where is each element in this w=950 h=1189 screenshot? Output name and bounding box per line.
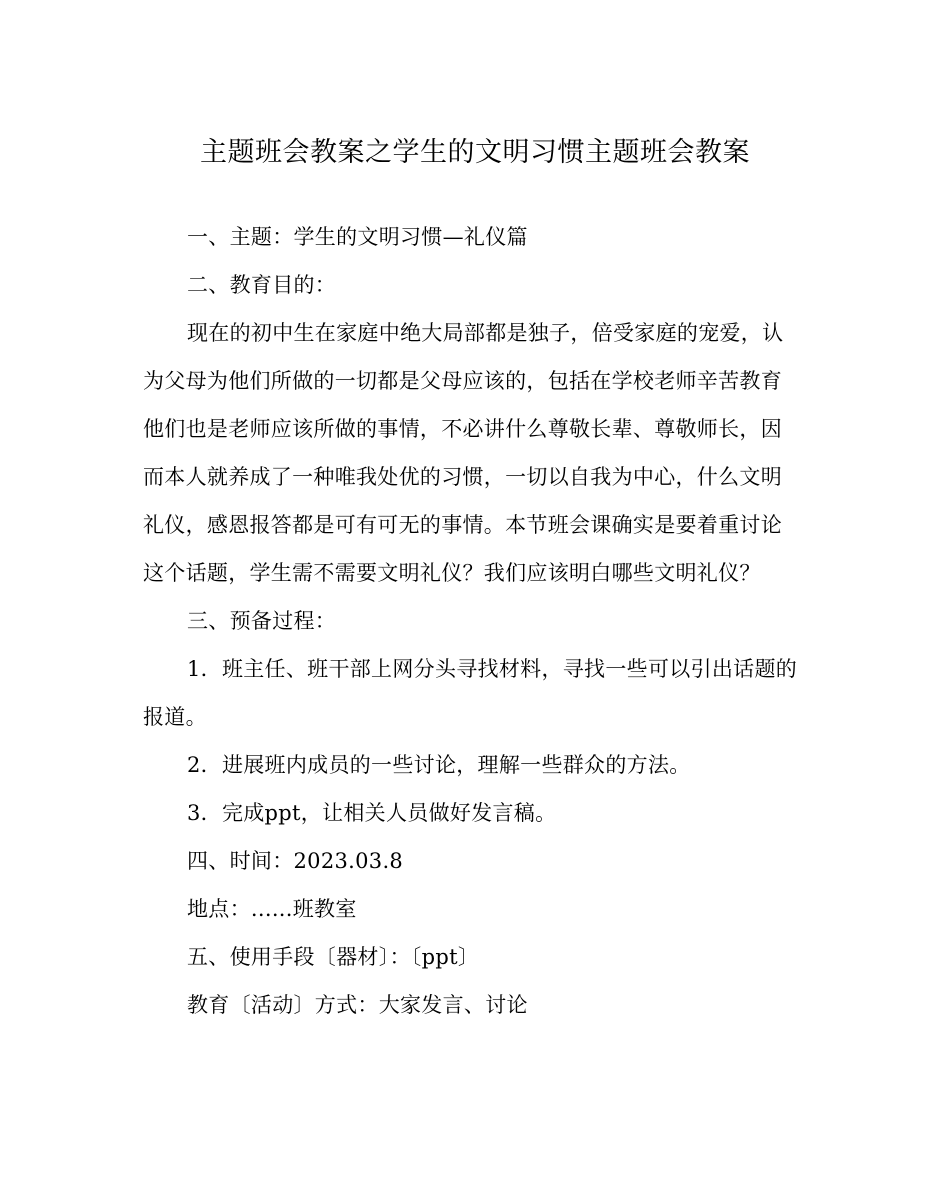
list-item-1: 1．班主任、班干部上网分头寻找材料，寻找一些可以引出话题的 (187, 657, 798, 681)
section-time: 四、时间：2023.03.8 (187, 849, 404, 873)
list-item-2: 2．进展班内成员的一些讨论，理解一些群众的方法。 (187, 753, 691, 777)
document-title: 主题班会教案之学生的文明习惯主题班会教案 (200, 137, 750, 168)
section-theme: 一、主题：学生的文明习惯—礼仪篇 (187, 225, 528, 249)
section-equipment: 五、使用手段〔器材〕：〔ppt〕 (187, 945, 480, 969)
paragraph-line: 这个话题，学生需不需要文明礼仪？我们应该明白哪些文明礼仪？ (143, 561, 761, 585)
list-item-1-continued: 报道。 (143, 705, 207, 729)
section-preparation-heading: 三、预备过程： (187, 609, 337, 633)
section-purpose-heading: 二、教育目的： (187, 273, 337, 297)
paragraph-line: 而本人就养成了一种唯我处优的习惯，一切以自我为中心，什么文明 (143, 465, 782, 489)
paragraph-line: 为父母为他们所做的一切都是父母应该的，包括在学校老师辛苦教育 (143, 369, 782, 393)
paragraph-line: 现在的初中生在家庭中绝大局部都是独子，倍受家庭的宠爱，认 (187, 321, 784, 345)
paragraph-line: 他们也是老师应该所做的事情，不必讲什么尊敬长辈、尊敬师长，因 (143, 417, 782, 441)
section-location: 地点：......班教室 (187, 897, 357, 921)
list-item-3: 3．完成ppt，让相关人员做好发言稿。 (187, 801, 557, 825)
paragraph-line: 礼仪，感恩报答都是可有可无的事情。本节班会课确实是要着重讨论 (143, 513, 782, 537)
section-activity-method: 教育〔活动〕方式：大家发言、讨论 (187, 993, 528, 1017)
